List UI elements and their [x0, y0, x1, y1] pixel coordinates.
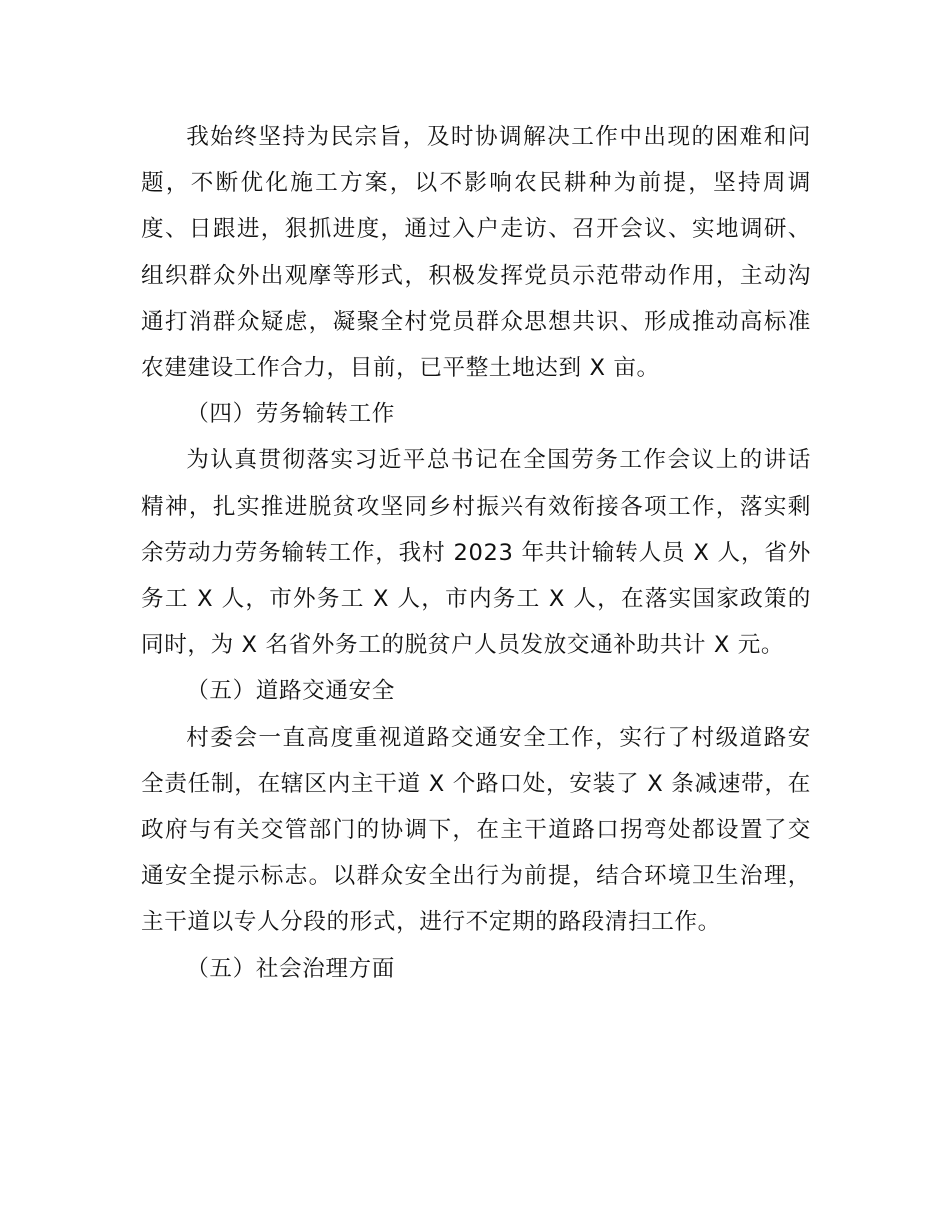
document-body: [141, 114, 811, 992]
paragraph-road-safety: 村委会一直高度重视道路交通安全工作，实行了村级道路安全责任制，在辖区内主干道 X 个路口处，安装了 X 条减速带，在政府与有关交管部门的协调下，在主干道路口拐弯处都设置了交通安全提示标志。以群众安全出行为前提，结合环境卫生治理，主干道以专人分段的形式，进行不定期的路段清扫工作。: [141, 724, 811, 936]
paragraph-farmland: 我始终坚持为民宗旨，及时协调解决工作中出现的困难和问题，不断优化施工方案，以不影响农民耕种为前提，坚持周调度、日跟进，狠抓进度，通过入户走访、召开会议、实地调研、组织群众外出观摩等形式，积极发挥党员示范带动作用，主动沟通打消群众疑虑，凝聚全村党员群众思想共识、形成推动高标准农建建设工作合力，目前，已平整土地达到 X 亩。: [141, 124, 811, 382]
heading-road-safety: （五）道路交通安全: [186, 678, 395, 705]
paragraph-labor-transfer: 为认真贯彻落实习近平总书记在全国劳务工作会议上的讲话精神，扎实推进脱贫攻坚同乡村振兴有效衔接各项工作，落实剩余劳动力劳务输转工作，我村 2023 年共计输转人员 X 人，省外务工 X 人，市外务工 X 人，市内务工 X 人，在落实国家政策的同时，为 X 名省外务工的脱贫户人员发放交通补助共计 X 元。: [141, 447, 811, 659]
heading-social-governance: （五）社会治理方面: [186, 955, 395, 982]
heading-labor-transfer: （四）劳务输转工作: [186, 401, 395, 428]
